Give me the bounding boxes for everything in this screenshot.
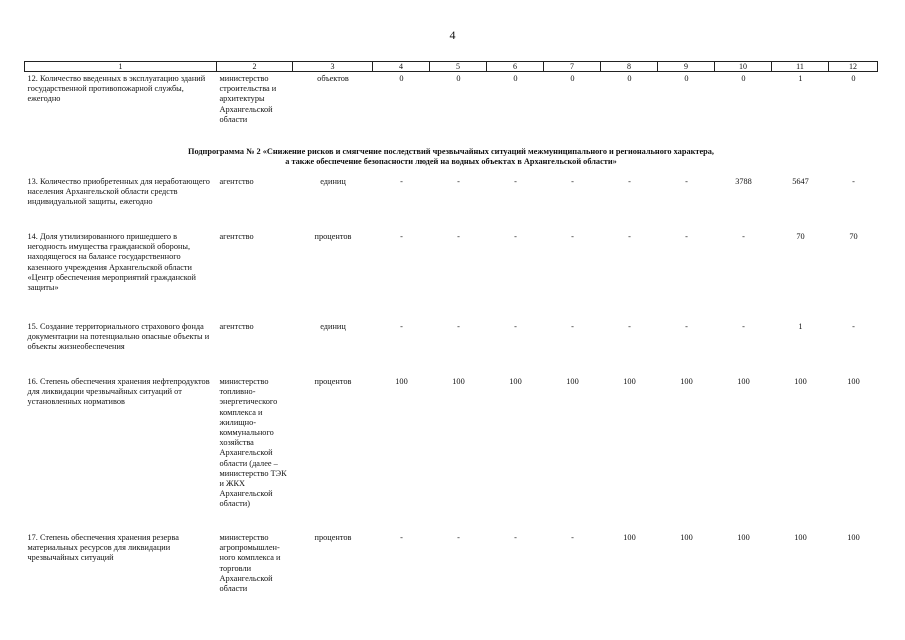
value-cell: 100 [452, 376, 465, 386]
table-row [25, 531, 878, 601]
column-number-row [25, 62, 878, 72]
value-cell: - [571, 176, 574, 186]
value-cell: 1 [798, 74, 803, 83]
value-cell: - [400, 321, 403, 331]
column-header: 12 [829, 62, 878, 72]
subprogram-title-line2: а также обеспечение безопасности людей на водных объектах в Архангельской области» [285, 156, 617, 166]
value-cell: 70 [796, 231, 805, 241]
value-cell: - [400, 231, 403, 241]
column-header: 9 [658, 62, 715, 72]
value-cell: 5647 [792, 176, 809, 186]
unit-cell: процентов [314, 376, 352, 386]
table-row [25, 320, 878, 375]
value-cell: - [514, 321, 517, 331]
value-cell: 100 [680, 376, 693, 386]
value-cell: 70 [849, 231, 858, 241]
value-cell: - [628, 176, 631, 186]
value-cell: - [852, 176, 855, 186]
value-cell: - [514, 231, 517, 241]
unit-cell: единиц [320, 321, 346, 331]
value-cell: 100 [794, 532, 807, 542]
column-header: 10 [715, 62, 772, 72]
value-cell: - [852, 321, 855, 331]
column-header: 6 [487, 62, 544, 72]
value-cell: 1 [798, 321, 803, 331]
responsible-cell: агентство [219, 231, 254, 241]
value-cell: - [400, 532, 403, 542]
column-header: 11 [772, 62, 829, 72]
value-cell: - [742, 321, 745, 331]
value-cell: 0 [570, 74, 575, 83]
value-cell: 100 [623, 376, 636, 386]
table-row [25, 375, 878, 531]
value-cell: 0 [741, 74, 746, 83]
value-cell: - [685, 321, 688, 331]
value-cell: 0 [627, 74, 632, 83]
responsible-cell: агентство [219, 176, 254, 186]
value-cell: 0 [399, 74, 404, 83]
indicator-cell: 13. Количество приобретенных для неработающего населения Архангельской области средств индивидуальной защиты, ежегодно [27, 176, 210, 207]
value-cell: - [457, 176, 460, 186]
table-row [25, 230, 878, 320]
subprogram-heading-row [25, 132, 878, 175]
responsible-cell: агентство [219, 321, 254, 331]
indicator-cell: 17. Степень обеспечения хранения резерва материальных ресурсов для ликвидации чрезвычайных ситуаций [27, 532, 179, 563]
responsible-cell: министерство агропромышлен-ного комплекса и торговли Архангельской области [219, 532, 281, 593]
value-cell: - [571, 321, 574, 331]
value-cell: - [457, 231, 460, 241]
column-header: 2 [217, 62, 293, 72]
value-cell: - [571, 231, 574, 241]
responsible-cell: министерство строительства и архитектуры Архангельской области [219, 74, 277, 124]
value-cell: 100 [737, 532, 750, 542]
value-cell: - [514, 532, 517, 542]
unit-cell: объектов [317, 74, 349, 83]
value-cell: - [400, 176, 403, 186]
value-cell: - [628, 231, 631, 241]
unit-cell: процентов [314, 532, 352, 542]
value-cell: - [685, 231, 688, 241]
unit-cell: процентов [314, 231, 352, 241]
column-header: 8 [601, 62, 658, 72]
indicator-cell: 12. Количество введенных в эксплуатацию зданий государственной противопожарной службы, ежегодно [27, 74, 206, 104]
value-cell: - [685, 176, 688, 186]
table-row [25, 72, 878, 132]
value-cell: - [457, 321, 460, 331]
value-cell: 100 [847, 532, 860, 542]
value-cell: - [742, 231, 745, 241]
value-cell: 100 [680, 532, 693, 542]
value-cell: 100 [395, 376, 408, 386]
value-cell: 100 [623, 532, 636, 542]
value-cell: 100 [566, 376, 579, 386]
subprogram-title-line1: Подпрограмма № 2 «Снижение рисков и смягчение последствий чрезвычайных ситуаций межмуниципального и регионального характера, [188, 146, 714, 156]
indicator-cell: 16. Степень обеспечения хранения нефтепродуктов для ликвидации чрезвычайных ситуаций от установленных нормативов [27, 376, 210, 407]
page-number: 4 [449, 28, 456, 42]
column-header: 4 [373, 62, 430, 72]
value-cell: 100 [509, 376, 522, 386]
column-header: 5 [430, 62, 487, 72]
indicators-table [24, 61, 878, 601]
column-header: 3 [293, 62, 373, 72]
value-cell: 100 [847, 376, 860, 386]
value-cell: - [571, 532, 574, 542]
column-header: 7 [544, 62, 601, 72]
indicator-cell: 15. Создание территориального страхового фонда документации на потенциально опасные объекты и объекты жизнеобеспечения [27, 321, 210, 352]
value-cell: 0 [513, 74, 518, 83]
value-cell: - [457, 532, 460, 542]
value-cell: 3788 [735, 176, 752, 186]
column-header: 1 [25, 62, 217, 72]
unit-cell: единиц [320, 176, 346, 186]
value-cell: - [628, 321, 631, 331]
value-cell: - [514, 176, 517, 186]
value-cell: 100 [794, 376, 807, 386]
value-cell: 0 [456, 74, 461, 83]
indicator-cell: 14. Доля утилизированного пришедшего в негодность имущества гражданской обороны, находящегося на балансе государственного казенного учреждения Архангельской области «Центр обеспечения мероприятий гражданской защиты» [27, 231, 196, 292]
table-row [25, 175, 878, 230]
value-cell: 0 [684, 74, 689, 83]
value-cell: 100 [737, 376, 750, 386]
value-cell: 0 [851, 74, 856, 83]
subprogram-heading [25, 132, 878, 175]
responsible-cell: министерство топливно-энергетического комплекса и жилищно-коммунального хозяйства Архангельской области (далее – министерство ТЭК и ЖКХ Архангельской области) [219, 376, 287, 509]
